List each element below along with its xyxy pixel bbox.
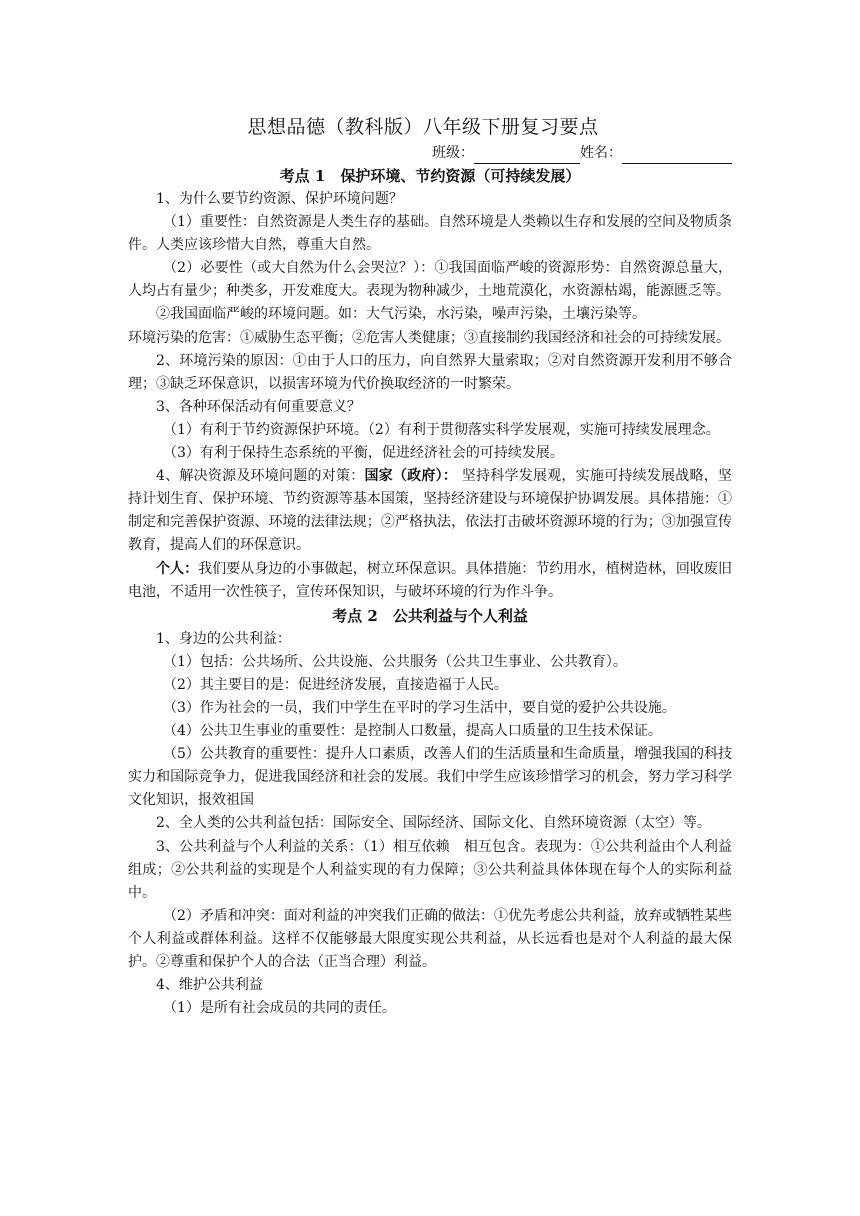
paragraph: （2）必要性（或大自然为什么会哭泣？）：①我国面临严峻的资源形势：自然资源总量大，人均占有量少；种类多，开发难度大。表现为物种减少，土地荒漠化，水资源枯竭，能源匮乏等。 — [128, 260, 732, 300]
class-name-line — [128, 142, 732, 164]
paragraph: （5）公共教育的重要性：提升人口素质，改善人们的生活质量和生命质量，增强我国的科技实力和国际竞争力，促进我国经济和社会的发展。我们中学生应该珍惜学习的机会，努力学习科学文化知识，报效祖国 — [128, 746, 732, 809]
name-blank — [622, 147, 732, 164]
class-blank — [474, 147, 580, 164]
paragraph: ②我国面临严峻的环境问题。如：大气污染，水污染，噪声污染，土壤污染等。 — [156, 306, 646, 323]
paragraph-text: 我们要从身边的小事做起，树立环保意识。具体措施：节约用水，植树造林，回收废旧电池，不适用一次性筷子，宣传环保知识，与破坏环境的行为作斗争。 — [128, 560, 733, 600]
section-1-heading: 考点 1 保护环境、节约资源（可持续发展） — [279, 167, 581, 185]
paragraph: （1）是所有社会成员的共同的责任。 — [163, 1000, 396, 1017]
paragraph: 4、维护公共利益 — [156, 977, 263, 994]
paragraph: 1、为什么要节约资源、保护环境问题？ — [156, 191, 403, 207]
document-title: 思想品德（教科版）八年级下册复习要点 — [247, 116, 599, 138]
paragraph: 3、各种环保活动有何重要意义？ — [156, 398, 361, 415]
class-label: 班级： — [432, 145, 474, 161]
paragraph: 2、全人类的公共利益包括：国际安全、国际经济、国际文化、自然环境资源（太空）等。 — [156, 815, 711, 832]
paragraph-countermeasures — [128, 465, 732, 557]
paragraph-individual — [128, 558, 732, 604]
paragraph: 3、公共利益与个人利益的关系：（1）相互依赖 相互包含。表现为：①公共利益由个人利益组成；②公共利益的实现是个人利益实现的有力保障；③公共利益具体体现在每个人的实际利益中。 — [128, 838, 732, 901]
paragraph-lead: 4、解决资源及环境问题的对策： — [156, 468, 365, 485]
paragraph: （2）矛盾和冲突：面对利益的冲突我们正确的做法：①优先考虑公共利益，放弃或牺牲某些个人利益或群体利益。这样不仅能够最大限度实现公共利益，从长远看也是对个人利益的最大保护。②尊重和保护个人的合法（正当合理）利益。 — [128, 907, 732, 970]
paragraph: 2、环境污染的原因：①由于人口的压力，向自然界大量索取；②对自然资源开发利用不够合理；③缺乏环保意识，以损害环境为代价换取经济的一时繁荣。 — [128, 352, 732, 392]
paragraph: （1）重要性：自然资源是人类生存的基础。自然环境是人类赖以生存和发展的空间及物质条件。人类应该珍惜大自然，尊重大自然。 — [128, 214, 732, 254]
bold-label-individual: 个人： — [156, 560, 199, 577]
name-label: 姓名： — [580, 145, 622, 161]
bold-label-state: 国家（政府）： — [364, 468, 458, 485]
paragraph: （4）公共卫生事业的重要性：是控制人口数量，提高人口质量的卫生技术保证。 — [163, 723, 662, 740]
paragraph: （2）其主要目的是：促进经济发展，直接造福于人民。 — [163, 676, 508, 693]
paragraph: （1）包括：公共场所、公共设施、公共服务（公共卫生事业、公共教育）。 — [163, 653, 627, 670]
document-page — [128, 112, 732, 1020]
paragraph-text: 坚持科学发展观，实施可持续发展战略，坚持计划生育、保护环境、节约资源等基本国策，坚持经济建设与环境保护协调发展。具体措施：①制定和完善保护资源、环境的法律法规；②严格执法，依法打击破坏资源环境的行为；③加强宣传教育，提高人们的环保意识。 — [128, 468, 733, 554]
section-2-heading: 考点 2 公共利益与个人利益 — [332, 606, 528, 625]
paragraph: （1）有利于节约资源保护环境。（2）有利于贯彻落实科学发展观，实施可持续发展理念。 — [163, 421, 720, 438]
paragraph: 环境污染的危害：①威胁生态平衡；②危害人类健康；③直接制约我国经济和社会的可持续发展。 — [128, 329, 730, 346]
paragraph: （3）作为社会的一员，我们中学生在平时的学习生活中，要自觉的爱护公共设施。 — [163, 699, 676, 716]
paragraph: 1、身边的公共利益： — [156, 630, 291, 647]
paragraph: （3）有利于保持生态系统的平衡，促进经济社会的可持续发展。 — [163, 445, 564, 462]
